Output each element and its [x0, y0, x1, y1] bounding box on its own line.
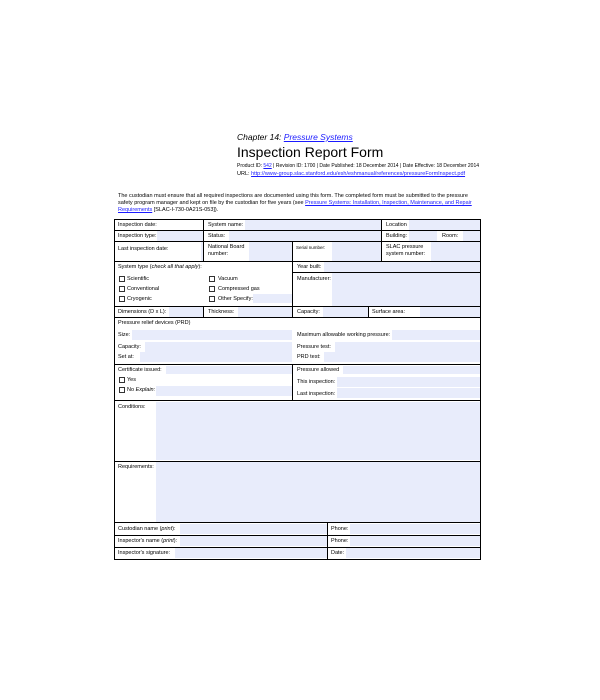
page-title: Inspection Report Form: [237, 144, 384, 160]
thickness-field[interactable]: [238, 307, 292, 317]
table-border-left: [114, 219, 115, 560]
yes-label: Yes: [127, 377, 136, 383]
inspection-type-field[interactable]: [157, 231, 203, 241]
col-line: [203, 306, 204, 318]
set-at-field[interactable]: [140, 352, 292, 362]
system-type-label: [118, 264, 202, 271]
row-line: [114, 461, 481, 462]
yes-checkbox[interactable]: [119, 377, 125, 383]
size-field[interactable]: [132, 330, 292, 340]
room-label: Room:: [442, 233, 459, 239]
location-field[interactable]: [409, 220, 480, 230]
no-explain-label: [127, 387, 155, 394]
max-pressure-label: Maximum allowable working pressure:: [297, 332, 391, 338]
print-italic-2: print: [163, 538, 174, 544]
chapter-link[interactable]: Pressure Systems: [283, 132, 353, 142]
phone-2-label: Phone:: [331, 538, 349, 544]
this-inspection-field[interactable]: [337, 377, 480, 387]
url-link[interactable]: http://www-group.slac.stanford.edu/esh/eshmanual/references/pressureFormInspect.pdf: [251, 171, 466, 177]
last-inspection-date-label: Last inspection date:: [118, 246, 169, 252]
status-field[interactable]: [229, 231, 381, 241]
dimensions-label: Dimensions (D x L):: [118, 309, 167, 315]
national-board-field[interactable]: [249, 242, 292, 261]
scientific-label: Scientific: [127, 276, 150, 282]
room-field[interactable]: [463, 231, 480, 241]
system-type-italic: check all that apply: [151, 264, 199, 270]
vacuum-checkbox[interactable]: [209, 276, 215, 282]
surface-area-field[interactable]: [420, 307, 480, 317]
col-line: [292, 364, 293, 401]
inspector-signature-label: Inspector's signature:: [118, 550, 171, 556]
last-inspection-field[interactable]: [337, 388, 480, 398]
table-border-right: [480, 219, 481, 560]
system-type-end: ):: [198, 264, 202, 270]
requirements-field[interactable]: [156, 462, 480, 522]
explain-italic: Explain:: [135, 387, 156, 393]
row-line: [114, 535, 481, 536]
cryogenic-checkbox[interactable]: [119, 296, 125, 302]
inspector-name-text: Inspector's name (: [118, 538, 164, 544]
no-text: No: [127, 387, 136, 393]
pressure-test-field[interactable]: [335, 342, 480, 352]
row-line: [114, 230, 481, 231]
last-inspection-label: Last inspection:: [297, 391, 336, 397]
signature-field[interactable]: [175, 548, 327, 558]
max-pressure-field[interactable]: [392, 330, 480, 340]
inspection-date-label: Inspection date:: [118, 222, 157, 228]
print-italic-1: print: [161, 526, 173, 532]
col-line: [381, 219, 382, 262]
col-line: [327, 522, 328, 560]
product-id-label: Product ID:: [237, 163, 263, 169]
row-line: [114, 522, 481, 523]
certificate-field[interactable]: [166, 366, 292, 374]
system-name-label: System name:: [208, 222, 244, 228]
this-inspection-label: This inspection:: [297, 379, 336, 385]
prd-test-label: PRD test:: [297, 354, 321, 360]
capacity-field[interactable]: [323, 307, 368, 317]
slac-pressure-label: SLAC pressure system number:: [386, 244, 426, 257]
table-border-bottom: [114, 559, 481, 560]
thickness-label: Thickness:: [208, 309, 235, 315]
row-line: [114, 261, 481, 262]
system-type-text: System type (: [118, 264, 152, 270]
revision-meta: | Revision ID: 1700 | Date Published: 18 December 2014 | Date Effective: 18 December 2014: [271, 163, 480, 169]
explain-field[interactable]: [156, 386, 292, 396]
print-end-2: ):: [173, 538, 178, 544]
row-line: [114, 547, 481, 548]
conventional-label: Conventional: [127, 286, 160, 292]
pressure-allowed-field[interactable]: [343, 366, 480, 374]
print-end-1: ):: [172, 526, 176, 532]
prd-capacity-label: Capacity:: [118, 344, 141, 350]
requirements-label: Requirements:: [118, 464, 154, 470]
phone-2-field[interactable]: [350, 536, 480, 546]
certificate-issued-label: Certificate issued:: [118, 367, 162, 373]
phone-1-label: Phone:: [331, 526, 349, 532]
vacuum-label: Vacuum: [218, 276, 238, 282]
date-field[interactable]: [346, 548, 480, 558]
date-label: Date:: [331, 550, 345, 556]
intro-text-2: [SLAC-I-730-0A21S-053]).: [152, 207, 219, 214]
set-at-label: Set at:: [118, 354, 134, 360]
building-field[interactable]: [409, 231, 437, 241]
intro-link[interactable]: Pressure Systems: Installation, Inspection, Maintenance, and Repair Requirements: [118, 200, 472, 214]
compressed-gas-label: Compressed gas: [218, 286, 260, 292]
phone-1-field[interactable]: [350, 524, 480, 534]
no-checkbox[interactable]: [119, 387, 125, 393]
dimensions-field[interactable]: [169, 307, 203, 317]
col-line: [292, 241, 293, 262]
custodian-name-field[interactable]: [180, 524, 327, 534]
row-line: [114, 241, 481, 242]
row-line: [114, 306, 481, 307]
national-board-label: National Board number:: [208, 244, 245, 257]
custodian-name-label: [118, 526, 176, 533]
slac-pressure-field[interactable]: [431, 242, 480, 261]
other-specify-label: Other Specify:: [218, 296, 253, 302]
custodian-name-text: Custodian name (: [118, 526, 162, 532]
pressure-allowed-label: Pressure allowed: [297, 367, 340, 373]
prd-test-field[interactable]: [324, 352, 480, 362]
serial-number-field[interactable]: [332, 242, 381, 261]
prd-label: Pressure relief devices (PRD): [118, 320, 191, 326]
serial-number-label: Serial number:: [296, 245, 326, 250]
intro-text-1: The custodian must ensure that all required inspections are documented using this form. The completed form must be submitted to the pressure safety program manager and kept on file by the custodian for five years (see: [118, 193, 468, 207]
inspector-name-label: [118, 538, 177, 545]
building-label: Building:: [386, 233, 408, 239]
status-label: Status:: [208, 233, 226, 239]
table-border-top: [114, 219, 481, 220]
prd-capacity-field[interactable]: [145, 342, 292, 352]
year-built-field[interactable]: [324, 262, 480, 272]
inspection-type-label: Inspection type:: [118, 233, 157, 239]
row-line: [114, 400, 481, 401]
scientific-checkbox[interactable]: [119, 276, 125, 282]
row-line: [292, 272, 481, 273]
col-line: [292, 261, 293, 318]
manufacturer-label: Manufacturer:: [297, 276, 331, 282]
other-specify-checkbox[interactable]: [209, 296, 215, 302]
pressure-test-label: Pressure test:: [297, 344, 331, 350]
conditions-label: Conditions:: [118, 404, 146, 410]
col-line: [368, 306, 369, 318]
year-built-label: Year built:: [297, 264, 322, 270]
compressed-gas-checkbox[interactable]: [209, 286, 215, 292]
other-specify-field[interactable]: [253, 294, 292, 303]
surface-area-label: Surface area:: [372, 309, 406, 315]
row-line: [114, 364, 481, 365]
capacity-label: Capacity:: [297, 309, 320, 315]
cryogenic-label: Cryogenic: [127, 296, 152, 302]
location-label: Location: [386, 222, 407, 228]
system-name-field[interactable]: [245, 220, 381, 230]
conditions-field[interactable]: [156, 402, 480, 460]
chapter-prefix: Chapter 14:: [237, 132, 282, 142]
col-line: [203, 219, 204, 262]
url-label: URL:: [237, 171, 250, 177]
manufacturer-field[interactable]: [332, 273, 480, 306]
conventional-checkbox[interactable]: [119, 286, 125, 292]
size-label: Size:: [118, 332, 131, 338]
row-line: [114, 317, 481, 318]
inspector-name-field[interactable]: [180, 536, 327, 546]
product-id-link[interactable]: 542: [263, 163, 272, 169]
